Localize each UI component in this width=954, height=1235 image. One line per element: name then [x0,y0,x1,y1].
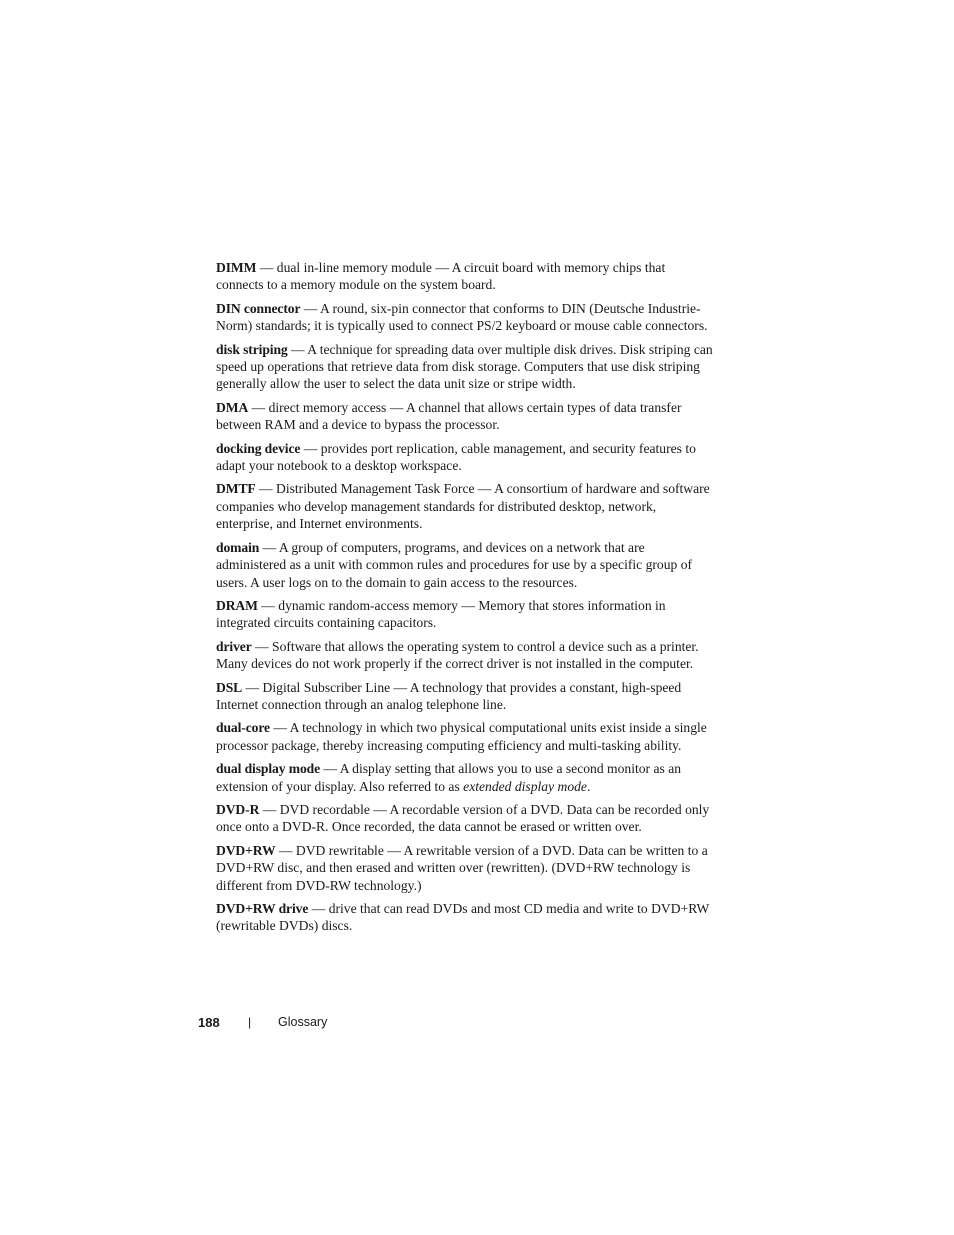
glossary-entry [216,341,716,393]
glossary-entry [216,801,716,836]
glossary-content [216,259,716,941]
glossary-term: dual display mode [216,761,321,777]
footer-separator: | [248,1015,252,1029]
glossary-term: driver [216,638,252,654]
glossary-definition: — dual in-line memory module — A circuit board with memory chips that connects to a memory module on the system board. [216,260,666,293]
page-number: 188 [198,1015,220,1030]
glossary-definition: — DVD recordable — A recordable version of a DVD. Data can be recorded only once onto a DVD-R. Once recorded, the data cannot be erased or written over. [216,801,710,835]
glossary-entry [216,259,716,294]
glossary-entry [216,539,716,591]
glossary-term: DVD+RW [216,842,276,858]
glossary-term: DVD+RW drive [216,901,309,916]
glossary-definition: — Software that allows the operating system to control a device such as a printer. Many devices do not work properly if the correct driver is not installed in the computer. [216,638,699,672]
glossary-entry [216,480,716,532]
glossary-definition: — A group of computers, programs, and devices on a network that are administered as a unit with common rules and procedures for use by a specific group of users. A user logs on to the domain to gain access to the resources. [216,539,693,590]
glossary-entry [216,638,716,673]
glossary-definition: — Digital Subscriber Line — A technology that provides a constant, high-speed Internet connection through an analog telephone line. [216,679,682,712]
glossary-term: dual-core [216,720,270,736]
glossary-entry [216,760,716,795]
glossary-entry [216,300,716,335]
glossary-definition: — Distributed Management Task Force — A consortium of hardware and software companies who develop management standards for distributed desktop, network, enterprise, and Internet environments. [216,481,710,532]
glossary-definition: — DVD rewritable — A rewritable version of a DVD. Data can be written to a DVD+RW disc, and then erased and written over (rewritten). (DVD+RW technology is different from DVD-RW technology.) [216,842,708,893]
glossary-term: DSL [216,679,243,695]
glossary-term: disk striping [216,341,288,357]
glossary-entry [216,440,716,475]
glossary-entry [216,399,716,434]
glossary-entry [216,900,716,935]
glossary-term: DIN connector [216,300,301,316]
glossary-definition: — A technology in which two physical computational units exist inside a single processor package, thereby increasing computing efficiency and multi-tasking ability. [216,720,707,753]
glossary-term: docking device [216,440,301,456]
section-name: Glossary [278,1015,328,1029]
glossary-definition: — dynamic random-access memory — Memory that stores information in integrated circuits containing capacitors. [216,597,666,631]
glossary-definition-end: . [586,778,591,794]
glossary-definition: — direct memory access — A channel that allows certain types of data transfer between RAM and a device to bypass the processor. [216,399,682,433]
glossary-definition: — A round, six-pin connector that conforms to DIN (Deutsche Industrie-Norm) standards; it is typically used to connect PS/2 keyboard or mouse cable connectors. [216,300,708,334]
glossary-definition: — provides port replication, cable management, and security features to adapt your notebook to a desktop workspace. [216,440,696,474]
glossary-term: DMA [216,399,249,415]
glossary-definition: — drive that can read DVDs and most CD media and write to DVD+RW (rewritable DVDs) discs. [216,901,710,934]
glossary-definition: — A display setting that allows you to use a second monitor as an extension of your display. Also referred to as [216,761,682,794]
glossary-entry [216,679,716,714]
glossary-entry [216,597,716,632]
glossary-term: DRAM [216,597,258,613]
glossary-definition: — A technique for spreading data over multiple disk drives. Disk striping can speed up operations that retrieve data from disk storage. Computers that use disk striping generally allow the user to select the data unit size or stripe width. [216,341,713,392]
glossary-term: DIMM [216,260,257,275]
glossary-term: DVD-R [216,801,260,817]
glossary-entry [216,719,716,754]
glossary-entry [216,842,716,894]
glossary-term: DMTF [216,481,256,497]
glossary-term: domain [216,539,260,555]
glossary-definition-italic: extended display mode [463,778,587,794]
